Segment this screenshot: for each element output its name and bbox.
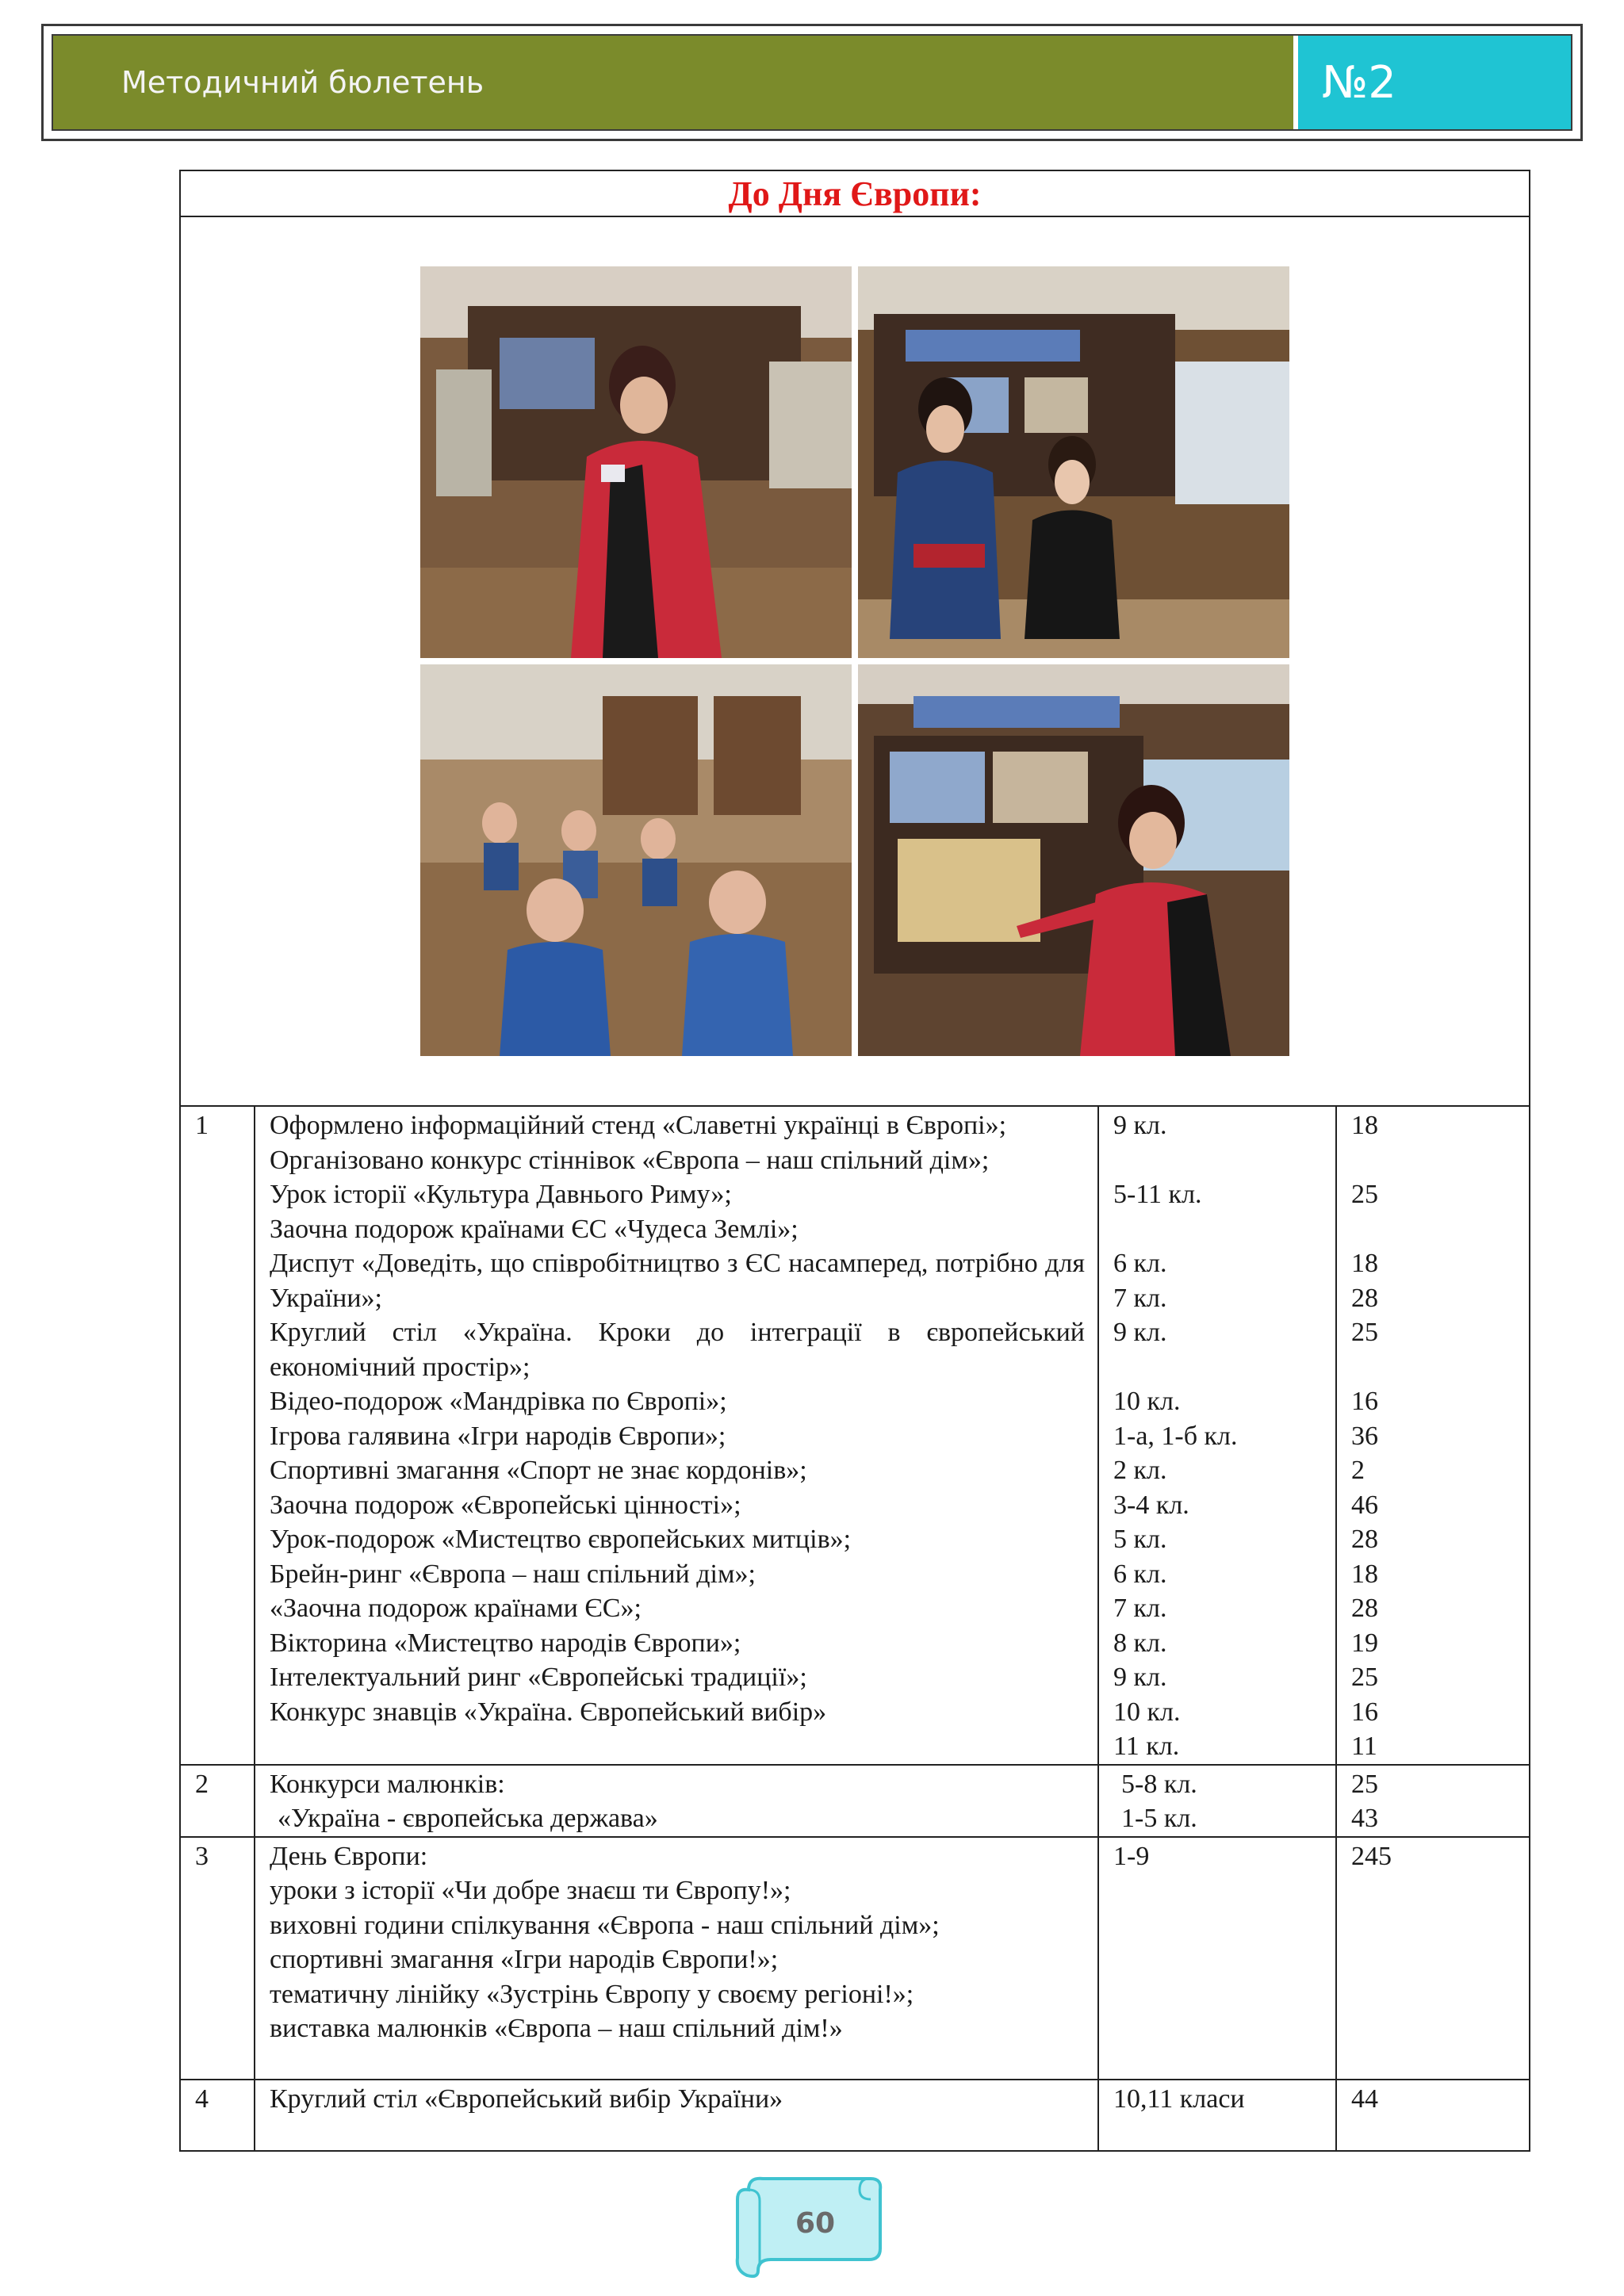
count-value: 245 [1351, 1841, 1392, 1871]
class-value: 1-а, 1-б кл. [1113, 1421, 1238, 1451]
photo-cell [180, 216, 1530, 1106]
list-item: Конкурси малюнків: [270, 1769, 505, 1799]
issue-number: №2 [1298, 36, 1571, 129]
class-value: 3-4 кл. [1113, 1490, 1189, 1520]
classes-cell [1098, 1837, 1336, 2080]
count-value: 44 [1351, 2084, 1378, 2114]
scroll-icon [730, 2172, 888, 2280]
list-item: Урок-подорож «Мистецтво європейських митців»; [270, 1525, 852, 1554]
class-value: 5 кл. [1113, 1525, 1167, 1554]
list-item: «Заочна подорож країнами ЄС»; [270, 1594, 642, 1623]
list-item: Спортивні змагання «Спорт не знає кордонів»; [270, 1456, 807, 1485]
count-value: 46 [1351, 1490, 1378, 1520]
section-title-row [180, 170, 1530, 216]
row-number: 1 [180, 1106, 255, 1765]
photo-row [180, 216, 1530, 1106]
counts-cell [1336, 1106, 1530, 1765]
list-item: уроки з історії «Чи добре знаєш ти Європу!»; [270, 1876, 791, 1905]
class-value: 11 кл. [1113, 1732, 1180, 1761]
classes-cell [1098, 2080, 1336, 2151]
count-value: 28 [1351, 1283, 1378, 1313]
list-item: Диспут «Доведіть, що співробітництво з ЄС насамперед, потрібно для України»; [270, 1249, 1085, 1313]
list-item: Урок історії «Культура Давнього Риму»; [270, 1180, 732, 1209]
class-value: 6 кл. [1113, 1249, 1167, 1278]
class-value: 9 кл. [1113, 1663, 1167, 1692]
list-item: День Європи: [270, 1841, 428, 1871]
count-value: 19 [1351, 1628, 1378, 1658]
class-value: 10 кл. [1113, 1387, 1181, 1416]
class-value: 10 кл. [1113, 1697, 1181, 1727]
list-item: Інтелектуальний ринг «Європейські традиції»; [270, 1663, 807, 1692]
table-row [180, 2080, 1530, 2151]
list-item: спортивні змагання «Ігри народів Європи!»; [270, 1945, 779, 1974]
list-item: Заочна подорож країнами ЄС «Чудеса Землі»; [270, 1214, 799, 1244]
list-item: Вікторина «Мистецтво народів Європи»; [270, 1628, 741, 1658]
count-value: 16 [1351, 1387, 1378, 1416]
list-item: Ігрова галявина «Ігри народів Європи»; [270, 1421, 726, 1451]
class-value: 1-9 [1113, 1841, 1150, 1871]
table-row [180, 1106, 1530, 1765]
activities-cell [255, 2080, 1098, 2151]
class-value: 2 кл. [1113, 1456, 1167, 1485]
class-value: 9 кл. [1113, 1318, 1167, 1347]
counts-cell [1336, 2080, 1530, 2151]
activities-cell [255, 1837, 1098, 2080]
page-number: 60 [795, 2207, 836, 2240]
row-number: 3 [180, 1837, 255, 2080]
page-number-scroll [730, 2172, 888, 2280]
list-item: Заочна подорож «Європейські цінності»; [270, 1490, 741, 1520]
row-number: 4 [180, 2080, 255, 2151]
class-value: 5-8 кл. [1121, 1769, 1197, 1799]
class-value: 7 кл. [1113, 1283, 1167, 1313]
photo-collage [420, 266, 1289, 1058]
count-value: 25 [1351, 1180, 1378, 1209]
class-value: 5-11 кл. [1113, 1180, 1202, 1209]
events-table [179, 170, 1530, 2152]
list-item: «Україна - європейська держава» [278, 1804, 658, 1833]
row-number: 2 [180, 1765, 255, 1837]
count-value: 18 [1351, 1559, 1378, 1589]
activities-cell [255, 1765, 1098, 1837]
class-value: 8 кл. [1113, 1628, 1167, 1658]
list-item: виховні години спілкування «Європа - наш спільний дім»; [270, 1910, 940, 1940]
bulletin-title: Методичний бюлетень [53, 36, 1298, 129]
list-item: Круглий стіл «Україна. Кроки до інтеграції в європейський економічний простір»; [270, 1318, 1085, 1382]
count-value: 18 [1351, 1111, 1378, 1140]
counts-cell [1336, 1837, 1530, 2080]
list-item: виставка малюнків «Європа – наш спільний дім!» [270, 2014, 843, 2043]
count-value: 11 [1351, 1732, 1377, 1761]
count-value: 36 [1351, 1421, 1378, 1451]
class-value: 9 кл. [1113, 1111, 1167, 1140]
table-row [180, 1765, 1530, 1837]
count-value: 25 [1351, 1663, 1378, 1692]
list-item: Організовано конкурс стіннівок «Європа – наш спільний дім»; [270, 1145, 990, 1175]
count-value: 25 [1351, 1769, 1378, 1799]
photo-classroom-students [420, 664, 852, 1056]
photo-teacher-speaking [420, 266, 852, 658]
count-value: 2 [1351, 1456, 1365, 1485]
class-value: 10,11 класи [1113, 2084, 1245, 2114]
classes-cell [1098, 1765, 1336, 1837]
list-item: Конкурс знавців «Україна. Європейський вибір» [270, 1697, 827, 1727]
count-value: 28 [1351, 1594, 1378, 1623]
list-item: Відео-подорож «Мандрівка по Європі»; [270, 1387, 727, 1416]
section-title: До Дня Європи: [180, 170, 1530, 216]
class-value: 6 кл. [1113, 1559, 1167, 1589]
count-value: 43 [1351, 1804, 1378, 1833]
list-item: тематичну лінійку «Зустрінь Європу у своєму регіоні!»; [270, 1979, 914, 2009]
classes-cell [1098, 1106, 1336, 1765]
activities-cell [255, 1106, 1098, 1765]
class-value: 1-5 кл. [1121, 1804, 1197, 1833]
header-banner [41, 24, 1583, 141]
counts-cell [1336, 1765, 1530, 1837]
list-item: Круглий стіл «Європейський вибір України» [270, 2084, 783, 2114]
list-item: Оформлено інформаційний стенд «Славетні українці в Європі»; [270, 1111, 1007, 1140]
header-banner-inner [52, 34, 1572, 131]
photo-teacher-at-map [858, 664, 1289, 1056]
photo-students-presenting [858, 266, 1289, 658]
count-value: 16 [1351, 1697, 1378, 1727]
count-value: 28 [1351, 1525, 1378, 1554]
table-row [180, 1837, 1530, 2080]
list-item: Брейн-ринг «Європа – наш спільний дім»; [270, 1559, 756, 1589]
count-value: 25 [1351, 1318, 1378, 1347]
count-value: 18 [1351, 1249, 1378, 1278]
class-value: 7 кл. [1113, 1594, 1167, 1623]
